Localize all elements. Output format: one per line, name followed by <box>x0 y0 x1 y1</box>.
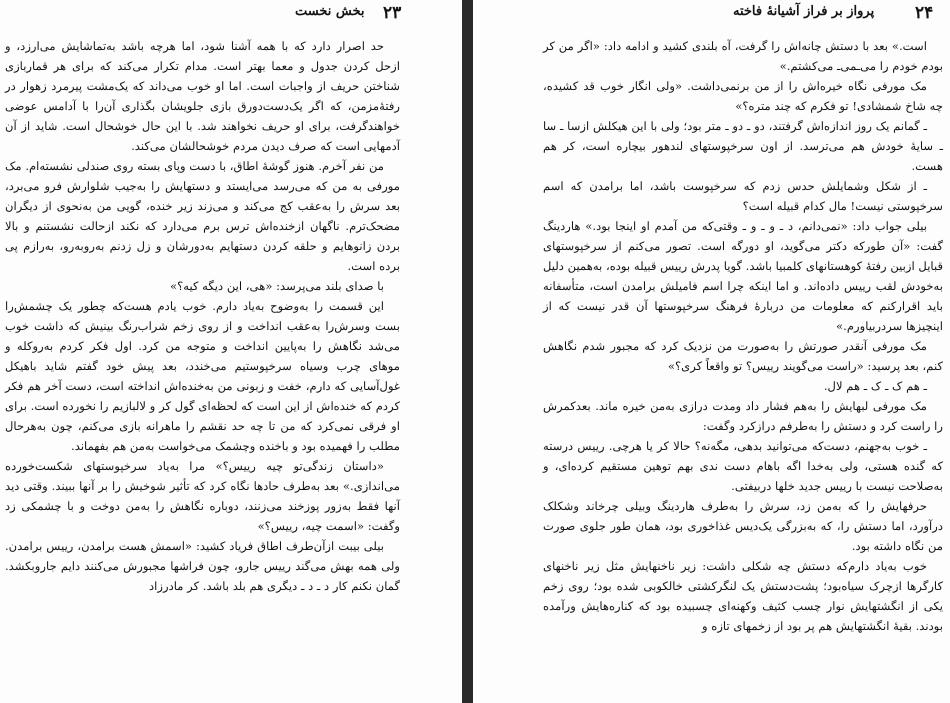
section-title: بخش نخست <box>295 4 365 19</box>
paragraph: ـ خوب به‌جهنم، دست‌که می‌توانید بدهی، مگه‌نه؟ حالا کر یا هرچی. رییس درسته که گنده هستی، ولی به‌خدا اگه باهام دست ندی بهم توهین مستقیم کرده‌ای، و به‌صلاحت نیست با رییس جدید خلها دربیفتی. <box>543 439 943 493</box>
book-gutter <box>462 0 473 703</box>
paragraph: ـ از شکل وشمایلش حدس زدم که سرخپوست باشد، اما برامدن که اسم سرخپوستی نیست! مال کدام قبیله است؟ <box>543 179 943 213</box>
paragraph: است.» بعد با دستش چانه‌اش را گرفت، آه بلندی کشید و ادامه داد: «اگر من کر بودم خودم را می‌ـمی‌ـ می‌کشتم.» <box>543 39 943 73</box>
page-header <box>0 3 462 25</box>
paragraph: من نفر آخرم. هنوز گوشهٔ اطاق، با دست وپای بسته روی صندلی نشسته‌ام. مک مورفی به من که می‌رسد می‌ایستد و دستهایش را به‌جیب شلوارش فرو می‌برد، بعد سرش را به‌عقب کج می‌کند و می‌زند زیر خنده، گویی من به‌نحوی از دیگران مضحک‌ترم. ناگهان ازخنده‌اش ترس برم می‌دارد که نکند ازحالت نشستنم و بالا بردن زانوهایم و حلقه کردن دستهایم به‌دورشان و زل زدنم به‌روبه‌رو، به‌رازم پی برده است. <box>5 159 400 273</box>
book-title: پرواز بر فراز آشیانهٔ فاخته <box>733 4 875 19</box>
paragraph: مک مورفی آنقدر صورتش را به‌صورت من نزدیک کرد که مجبور شدم نگاهش کنم، بعد پرسید: «راست می‌گویند رییس؟ تو واقعاً کری؟» <box>543 339 943 373</box>
page-header <box>473 3 950 25</box>
paragraph: ـ هم ک ـ ک ـ هم لال. <box>823 379 927 393</box>
paragraph: مک مورفی نگاه خیره‌اش را از من برنمی‌داشت. «ولی انگار خوب قد کشیده، چه شاخ شمشادی! تو فکرم که چند متره؟» <box>543 79 943 113</box>
paragraph: بیلی بیبت ازآن‌طرف اطاق فریاد کشید: «اسمش هست برامدن، رییس برامدن. ولی همه بهش می‌گند رییس جارو، چون فراشها مجبورش می‌کنند دایم جاروبکشد. گمان نکنم کار د ـ د ـ دیگری هم بلد باشد. کر مادرزاد <box>5 539 400 593</box>
right-page <box>473 0 950 703</box>
left-page <box>0 0 462 703</box>
paragraph: این قسمت را به‌وضوح به‌یاد دارم. خوب یادم هست‌که چطور یک چشمش‌را بست وسرش‌را به‌عقب انداخت و از روی زخم شراب‌رنگ بینیش که داشت خوب می‌شد نگاهش را به‌پایین انداخت و متوجه من کرد. اول فکر کردم به‌رو‌کله و موهای چرب وسیاه سرخپوستیم می‌خندد، بعد پیش خود گفتم شاید باهیکل غول‌آسایی که دارم، خفت و زبونی من به‌خنده‌اش انداخته است، دست آخر هم فکر کردم که خنده‌اش از این است که لحظه‌ای گول کر و لالبازیم را نخورده است. برای او فرقی نمی‌کرد که من تا چه حد نقشم را ماهرانه بازی می‌کنم، چون به‌هرحال مطلب را فهمیده بود و باخنده وچشمک می‌خواست به‌من هم بفهماند. <box>5 299 400 453</box>
paragraph: بیلی جواب داد: «نمی‌دانم، د ـ و ـ و ـ وقتی‌که من آمدم او اینجا بود.» هاردینگ گفت: «آن طورکه دکتر می‌گوید، او دورگه است. تصور می‌کنم از سرخپوستهای قبایل ازبین رفتهٔ کوهستانهای کلمبیا باشد. گویا پدرش رییس قبیله بوده، به‌همین دلیل به‌خودش لقب رییس داده‌اند. و اما اینکه چرا اسم فامیلش برامدن است، متأسفانه باید اقرارکنم که معلومات من دربارهٔ فرهنگ سرخپوستها آن قدر نیست که از اینچیزها سردربیاورم.» <box>543 219 943 333</box>
page-body <box>543 36 943 636</box>
paragraph: حد اصرار دارد که با همه آشنا شود، اما هرچه باشد به‌تماشایش می‌ارزد، و ازحل کردن جدول و معما بهتر است. مدام تکرار می‌کند که برای هر قماربازی شناختن حریف از واجبات است. اما او خوب می‌داند که یک‌مشت پیرمرد زهوار در رفته‌ٔ‌مزمن، که اگر یک‌دست‌دورق بازی جلویشان بگذاری آن‌را با آدامس عوضی خواهندگرفت، برای او حریف نخواهند شد. با این حال خوشحال است. شاید از آن آدمهایی است که صرف دیدن مردم خوشحالشان می‌کند. <box>5 39 400 153</box>
page-number: ۲۴ <box>915 3 934 23</box>
paragraph: خوب به‌یاد دارم‌که دستش چه شکلی داشت: زیر ناخنهایش مثل زیر ناخنهای کارگرها ازچرک سیاه‌بود؛ پشت‌دستش یک لنگرکشتی خالکوبی شده بود؛ روی زخم یکی از انگشتهایش نوار چسب کثیف وکهنه‌ای چسبیده بود که کناره‌هایش ورآمده بودند. بقیهٔ انگشتهایش هم پر بود از زخمهای تازه و <box>543 559 943 633</box>
paragraph: مک مورفی لبهایش را به‌هم فشار داد ومدت درازی به‌من خیره ماند. بعدکمرش را راست کرد و دستش را به‌طرفم درازکرد وگفت: <box>543 399 943 433</box>
paragraph: ـ گمانم یک روز اندازه‌اش گرفتند، دو ـ دو ـ متر بود؛ ولی با این هیکلش ازسا ـ سا ـ سایهٔ خودش هم می‌ترسد. از اون سرخپوستهای لندهور بیچاره است، کر هم هست. <box>543 119 943 173</box>
page-number: ۲۳ <box>383 3 402 23</box>
paragraph: «داستان زندگی‌تو چیه رییس؟» مرا به‌یاد سرخپوستهای شکست‌خورده می‌اندازی.» بعد به‌طرف حادها نگاه کرد که تأثیر شوخیش را بر آنها ببیند. وقتی دید آنها فقط به‌زور پوزخند می‌زنند، دوباره نگاهش را به‌من دوخت و با چشمکی زد وگفت: «اسمت چیه، رییس؟» <box>5 459 400 533</box>
paragraph: با صدای بلند می‌پرسد: «هی، این دیگه کیه؟» <box>169 279 384 293</box>
page-body <box>5 36 400 596</box>
paragraph: حرفهایش را که به‌من زد، سرش را به‌طرف هاردینگ وبیلی چرخاند وشکلک درآورد، اما دستش را، که به‌بزرگی یک‌دیس غذاخوری بود، همان طور جلوی صورت من نگاه داشته بود. <box>543 499 943 553</box>
